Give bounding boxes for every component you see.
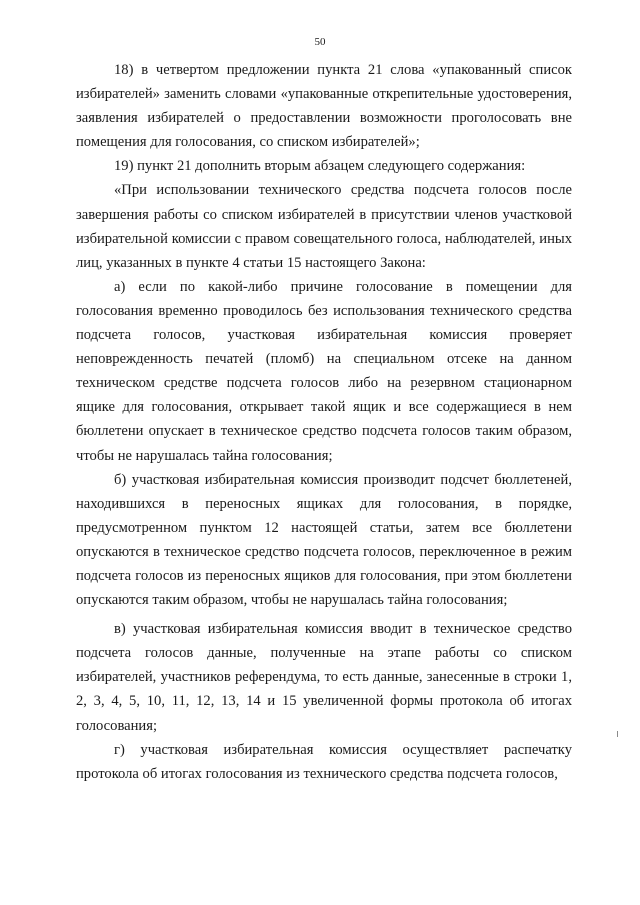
scan-edge-mark [617,731,618,737]
paragraph-subitem-a: а) если по какой-либо причине голосование в помещении для голосования временно проводилось без использования технического средства подсчета голосов, участковая избирательная комиссия проверяет неповрежденность печатей (пломб) на специальном отсеке на данном техническом средстве подсчета голосов либо на резервном стационарном ящике для голосования, открывает такой ящик и все содержащиеся в нем бюллетени опускает в техническое средство подсчета голосов таким образом, чтобы не нарушалась тайна голосования; [76,278,572,464]
paragraph-subitem-g: г) участковая избирательная комиссия осуществляет распечатку протокола об итогах голосования из технического средства подсчета голосов, [76,741,572,782]
document-body [76,58,572,786]
paragraph-item-19: 19) пункт 21 дополнить вторым абзацем следующего содержания: [114,158,526,175]
paragraph-item-18: 18) в четвертом предложении пункта 21 слова «упакованный список избирателей» заменить словами «упакованные открепительные удостоверения, заявления избирателей о предоставлении возможности проголосовать вне помещения для голосования, со списком избирателей»; [76,62,572,151]
paragraph-new-text-intro: «При использовании технического средства подсчета голосов после завершения работы со списком избирателей в присутствии членов участковой избирательной комиссии с правом совещательного голоса, наблюдателей, иных лиц, указанных в пункте 4 статьи 15 настоящего Закона: [76,182,572,271]
paragraph-subitem-v: в) участковая избирательная комиссия вводит в техническое средство подсчета голосов данные, полученные на этапе работы со списком избирателей, участников референдума, то есть данные, занесенные в строки 1, 2, 3, 4, 5, 10, 11, 12, 13, 14 и 15 увеличенной формы протокола об итогах голосования; [76,621,572,734]
page-number: 50 [314,36,326,48]
paragraph-subitem-b: б) участковая избирательная комиссия производит подсчет бюллетеней, находившихся в переносных ящиках для голосования, в порядке, предусмотренном пунктом 12 настоящей статьи, затем все бюллетени опускаются в техническое средство подсчета голосов, переключенное в режим подсчета голосов из переносных ящиков для голосования, при этом бюллетени опускаются таким образом, чтобы не нарушалась тайна голосования; [76,471,572,609]
